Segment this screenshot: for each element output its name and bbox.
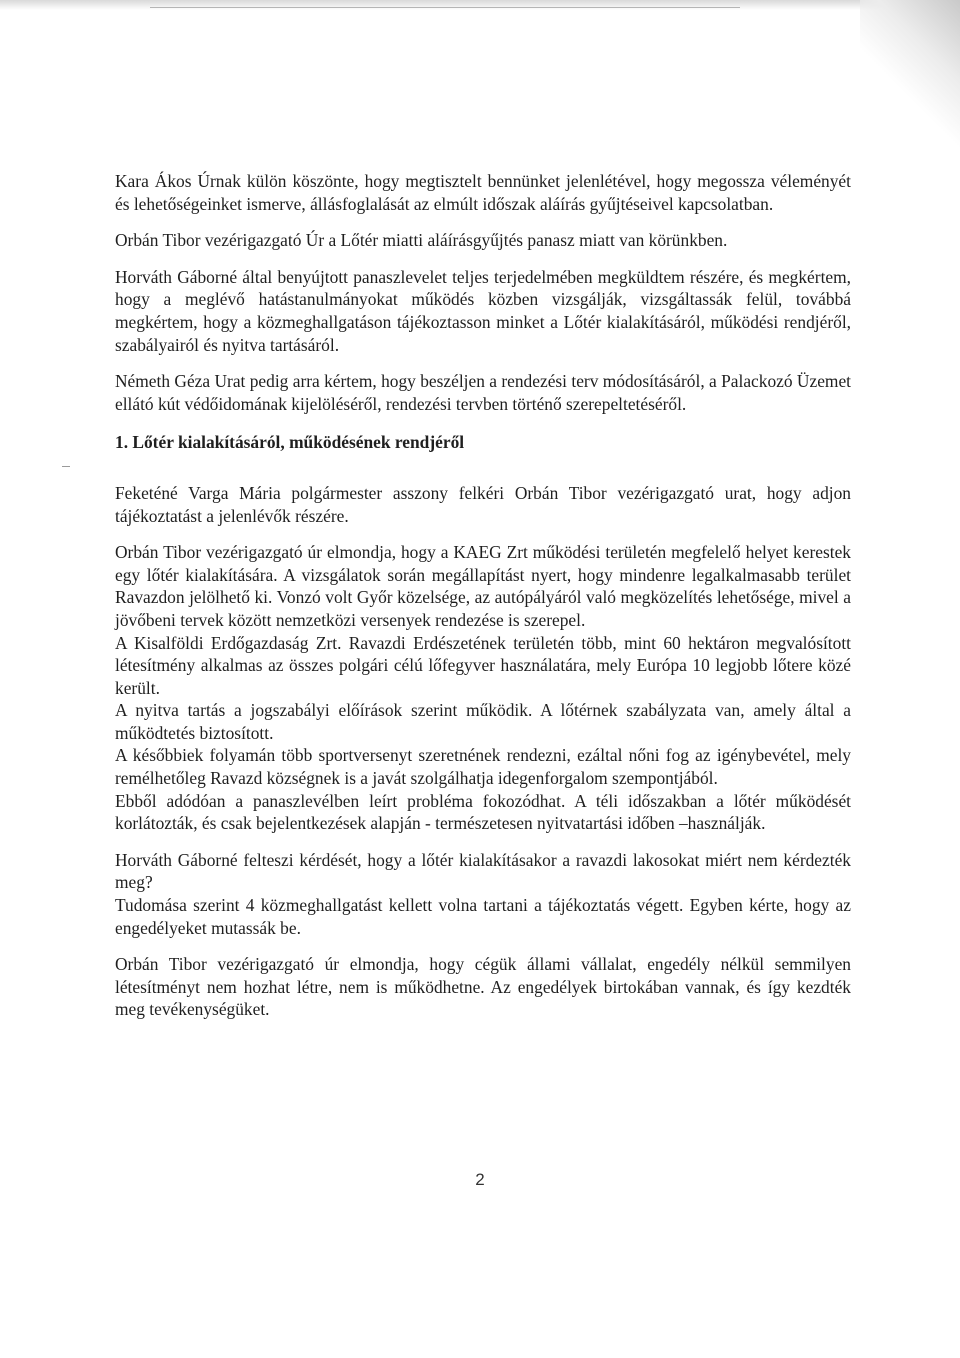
paragraph-orban-permits: Orbán Tibor vezérigazgató úr elmondja, hogy cégük állami vállalat, engedély nélkül semmilyen létesítményt nem hozhat létre, nem is működhetne. Az engedélyek birtokában vannak, és így kezdték meg tevékenységüket. — [115, 954, 851, 1020]
page-number: 2 — [475, 1170, 485, 1189]
margin-mark — [62, 466, 70, 467]
paragraph-orban-location: Orbán Tibor vezérigazgató úr elmondja, hogy a KAEG Zrt működési területén megfelelő helyet kerestek egy lőtér kialakítására. A vizsgálatok során megállapítást nyert, hogy mindenre legalkalmasabb terület Ravazdon jelölhető ki. Vonzó volt Győr közelsége, az autópályáról való megközelítés lehetősége, mivel a jövőbeni tervek között nemzetközi versenyek rendezése is szerepel. — [115, 542, 851, 630]
section-heading: 1. Lőtér kialakításáról, működésének rendjéről — [115, 432, 465, 453]
paragraph-horvath-complaint: Horváth Gáborné által benyújtott panaszlevelet teljes terjedelmében megküldtem részére, és megkértem, hogy a meglévő hatástanulmányokat működés közben vizsgálják, vizsgáltassák felül, továbbá megkértem, hogy a közmeghallgatáson tájékoztasson minket a Lőtér kialakításáról, működési rendjéről, szabályairól és nyitva tartásáról. — [115, 266, 851, 355]
scan-top-edge — [0, 0, 960, 10]
paragraph-kara-akos: Kara Ákos Úrnak külön köszönte, hogy megtisztelt bennünket jelenlétével, hogy megossza véleményét és lehetőségeinket ismerve, állásfoglalását az elmúlt időszak aláírás gyűjtéseivel kapcsolatban. — [115, 171, 851, 214]
scan-corner-shadow — [860, 0, 960, 170]
scan-top-rule — [150, 7, 740, 8]
paragraph-winter-operation: Ebből adódóan a panaszlevélben leírt probléma fokozódhat. A téli időszakban a lőtér működését korlátozták, és csak bejelentkezések alapján - természetesen nyitvatartási időben –használják. — [115, 790, 851, 834]
paragraph-hearings: Tudomása szerint 4 közmeghallgatást kellett volna tartani a tájékoztatás végett. Egyben kérte, hogy az engedélyeket mutassák be. — [115, 895, 851, 938]
paragraph-opening-hours: A nyitva tartás a jogszabályi előírások szerint működik. A lőtérnek szabályzata van, amely által a működtetés biztosított. — [115, 700, 851, 743]
paragraph-kisalfoldi: A Kisalföldi Erdőgazdaság Zrt. Ravazdi Erdészetének területén több, mint 60 hektáron megvalósított létesítmény alkalmas az összes polgári célú lőfegyver használatára, mely Európa 10 legjobb lőtere közé került. — [115, 632, 851, 698]
paragraph-future-events: A későbbiek folyamán több sportversenyt szeretnének rendezni, ezáltal nőni fog az igénybevétel, mely remélhetőleg Ravazd községnek is a javát szolgálhatja idegenforgalom szempontjából. — [115, 745, 851, 789]
document-body — [115, 170, 851, 1035]
paragraph-nemeth-geza: Németh Géza Urat pedig arra kértem, hogy beszéljen a rendezési terv módosításáról, a Palackozó Üzemet ellátó kút védőidomának kijelöléséről, rendezési tervben történő szerepeltetéséről. — [115, 371, 851, 414]
paragraph-orban-intro: Orbán Tibor vezérigazgató Úr a Lőtér miatti aláírásgyűjtés panasz miatt van körünkben. — [115, 230, 728, 251]
paragraph-feketene: Feketéné Varga Mária polgármester asszony felkéri Orbán Tibor vezérigazgató urat, hogy adjon tájékoztatást a jelenlévők részére. — [115, 482, 851, 526]
paragraph-horvath-question: Horváth Gáborné felteszi kérdését, hogy a lőtér kialakításakor a ravazdi lakosokat miért nem kérdezték meg? — [115, 849, 851, 893]
